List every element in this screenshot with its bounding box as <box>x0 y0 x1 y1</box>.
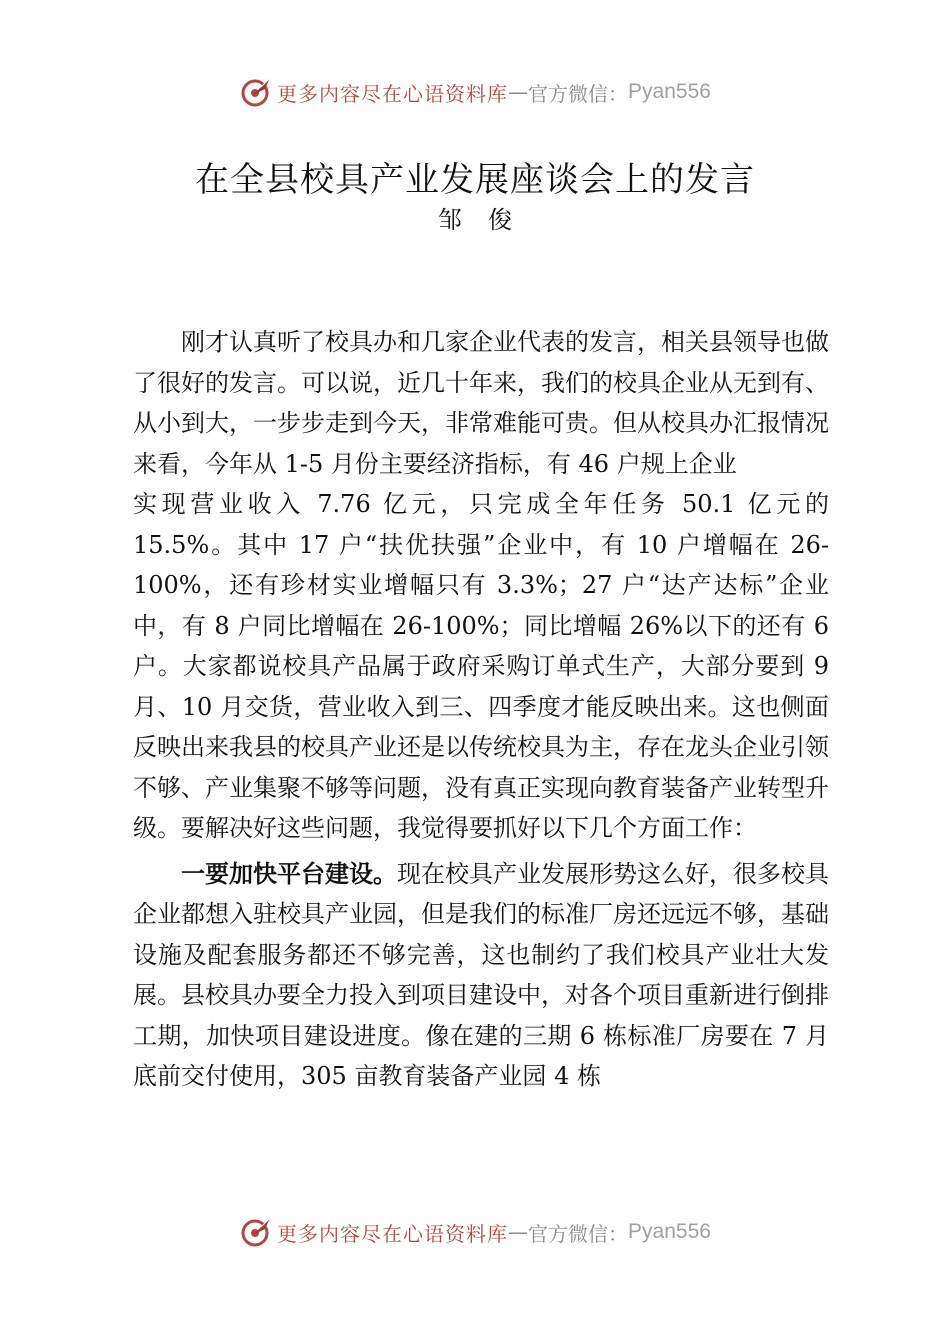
body-paragraph-2: 实现营业收入 7.76 亿元，只完成全年任务 50.1 亿元的 15.5%。其中 17 户“扶优扶强”企业中，有 10 户增幅在 26-100%，还有珍材实业增幅只有 3.3%；27 户“达产达标”企业中，有 8 户同比增幅在 26-100%；同比增幅 26%以下的还有 6 户。大家都说校具产品属于政府采购订单式生产，大部分要到 9 月、10 月交货，营业收入到三、四季度才能反映出来。这也侧面反映出来我县的校具产业还是以传统校具为主，存在龙头企业引领不够、产业集聚不够等问题，没有真正实现向教育装备产业转型升级。要解决好这些问题，我觉得要抓好以下几个方面工作： <box>133 490 829 842</box>
footer-watermark-banner <box>0 1212 950 1252</box>
body-paragraph-1: 刚才认真听了校具办和几家企业代表的发言，相关县领导也做了很好的发言。可以说，近几十年来，我们的校具企业从无到有、从小到大，一步步走到今天，非常难能可贵。但从校具办汇报情况来看，今年从 1-5 月份主要经济指标，有 46 户规上企业 <box>133 328 829 478</box>
quill-logo-icon <box>239 75 273 109</box>
watermark-wechat-id: Pyan556 <box>628 80 711 103</box>
document-title: 在全县校具产业发展座谈会上的发言 <box>195 160 755 200</box>
watermark-wechat-label: 官方微信： <box>528 1221 629 1246</box>
section-heading: 一要加快平台建设。 <box>181 859 397 888</box>
watermark-wechat-id: Pyan556 <box>628 1220 711 1243</box>
header-watermark-banner <box>0 72 950 112</box>
quill-logo-icon <box>239 1215 273 1249</box>
section-text: 现在校具产业发展形势这么好，很多校具企业都想入驻校具产业园，但是我们的标准厂房还远远不够，基础设施及配套服务都还不够完善，这也制约了我们校具产业壮大发展。县校具办要全力投入到项目建设中，对各个项目重新进行倒排工期，加快项目建设进度。像在建的三期 6 栋标准厂房要在 7 月底前交付使用，305 亩教育装备产业园 4 栋 <box>133 859 829 1090</box>
watermark-text: 更多内容尽在心语资料库 <box>277 1221 509 1246</box>
document-body <box>133 322 829 1097</box>
watermark-wechat-label: 官方微信： <box>528 81 629 106</box>
watermark-dash: — <box>508 80 529 104</box>
section-paragraph-1 <box>133 854 829 1097</box>
watermark-text: 更多内容尽在心语资料库 <box>277 81 509 106</box>
watermark-dash: — <box>508 1220 529 1244</box>
document-author: 邹俊 <box>438 206 538 234</box>
